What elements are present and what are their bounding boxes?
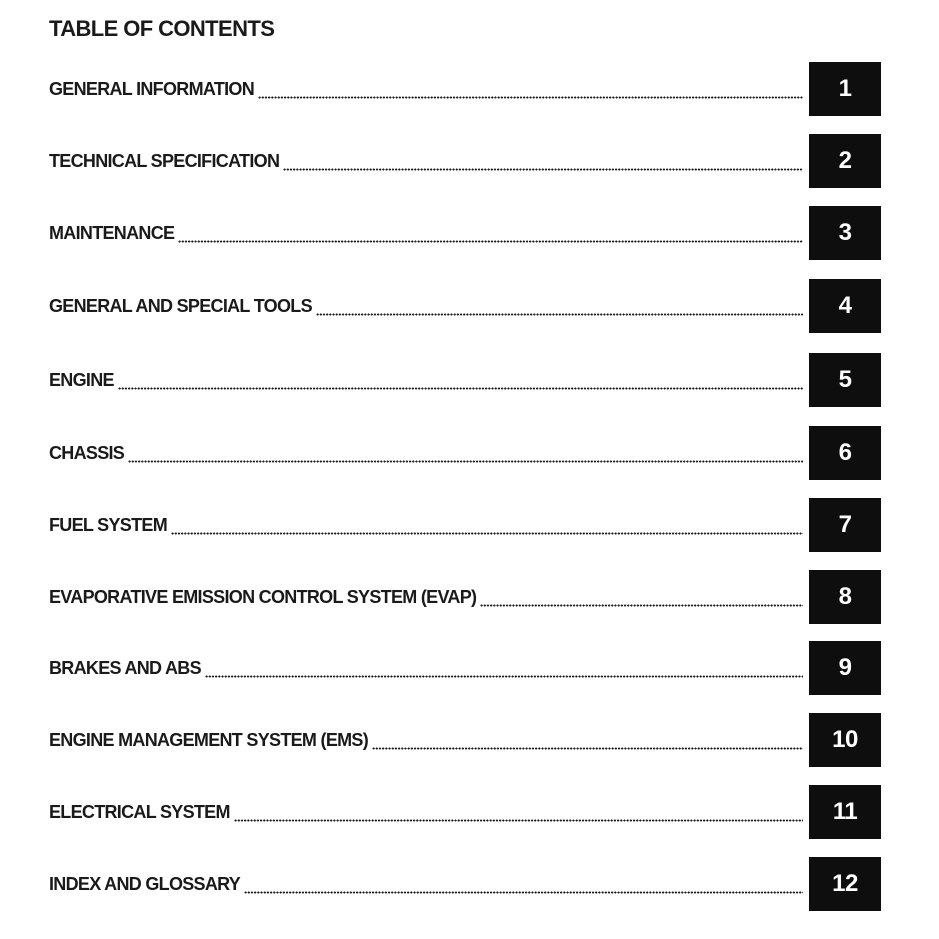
chapter-tab[interactable]: 9: [809, 641, 881, 695]
chapter-tab[interactable]: 12: [809, 857, 881, 911]
toc-entry[interactable]: [49, 713, 881, 767]
chapter-tab[interactable]: 1: [809, 62, 881, 116]
dot-leader: [480, 587, 803, 607]
dot-leader: [171, 515, 803, 535]
toc-entry[interactable]: [49, 353, 881, 407]
dot-leader: [205, 658, 803, 678]
dot-leader: [234, 802, 803, 822]
toc-entry-label[interactable]: EVAPORATIVE EMISSION CONTROL SYSTEM (EVAP): [49, 586, 477, 607]
toc-entry-label[interactable]: ENGINE MANAGEMENT SYSTEM (EMS): [49, 729, 369, 750]
toc-entry-label[interactable]: CHASSIS: [49, 442, 125, 463]
toc-entry[interactable]: [49, 570, 881, 624]
toc-entry[interactable]: [49, 785, 881, 839]
toc-entry-label[interactable]: TECHNICAL SPECIFICATION: [49, 150, 280, 171]
chapter-tab[interactable]: 2: [809, 134, 881, 188]
toc-entry-label[interactable]: INDEX AND GLOSSARY: [49, 873, 241, 894]
chapter-tab[interactable]: 8: [809, 570, 881, 624]
toc-entry-label[interactable]: FUEL SYSTEM: [49, 514, 167, 535]
dot-leader: [372, 730, 803, 750]
dot-leader: [118, 370, 803, 390]
chapter-tab[interactable]: 11: [809, 785, 881, 839]
toc-entry-label[interactable]: ELECTRICAL SYSTEM: [49, 801, 230, 822]
toc-entry-label[interactable]: ENGINE: [49, 369, 114, 390]
page-title: TABLE OF CONTENTS: [49, 16, 275, 41]
chapter-tab[interactable]: 4: [809, 279, 881, 333]
toc-entry[interactable]: [49, 641, 881, 695]
chapter-tab[interactable]: 6: [809, 426, 881, 480]
dot-leader: [128, 443, 803, 463]
toc-entry-label[interactable]: GENERAL AND SPECIAL TOOLS: [49, 295, 312, 316]
toc-entry[interactable]: [49, 857, 881, 911]
toc-entry-label[interactable]: GENERAL INFORMATION: [49, 78, 255, 99]
chapter-tab[interactable]: 10: [809, 713, 881, 767]
toc-entry[interactable]: [49, 279, 881, 333]
dot-leader: [316, 296, 803, 316]
chapter-tab[interactable]: 5: [809, 353, 881, 407]
dot-leader: [178, 223, 803, 243]
dot-leader: [283, 151, 803, 171]
toc-entry[interactable]: [49, 62, 881, 116]
chapter-tab[interactable]: 3: [809, 206, 881, 260]
toc-entry-label[interactable]: MAINTENANCE: [49, 222, 175, 243]
chapter-tab[interactable]: 7: [809, 498, 881, 552]
toc-entry[interactable]: [49, 134, 881, 188]
toc-entry[interactable]: [49, 426, 881, 480]
dot-leader: [244, 874, 803, 894]
toc-entry-label[interactable]: BRAKES AND ABS: [49, 657, 201, 678]
dot-leader: [258, 79, 803, 99]
toc-entry[interactable]: [49, 206, 881, 260]
toc-entry[interactable]: [49, 498, 881, 552]
